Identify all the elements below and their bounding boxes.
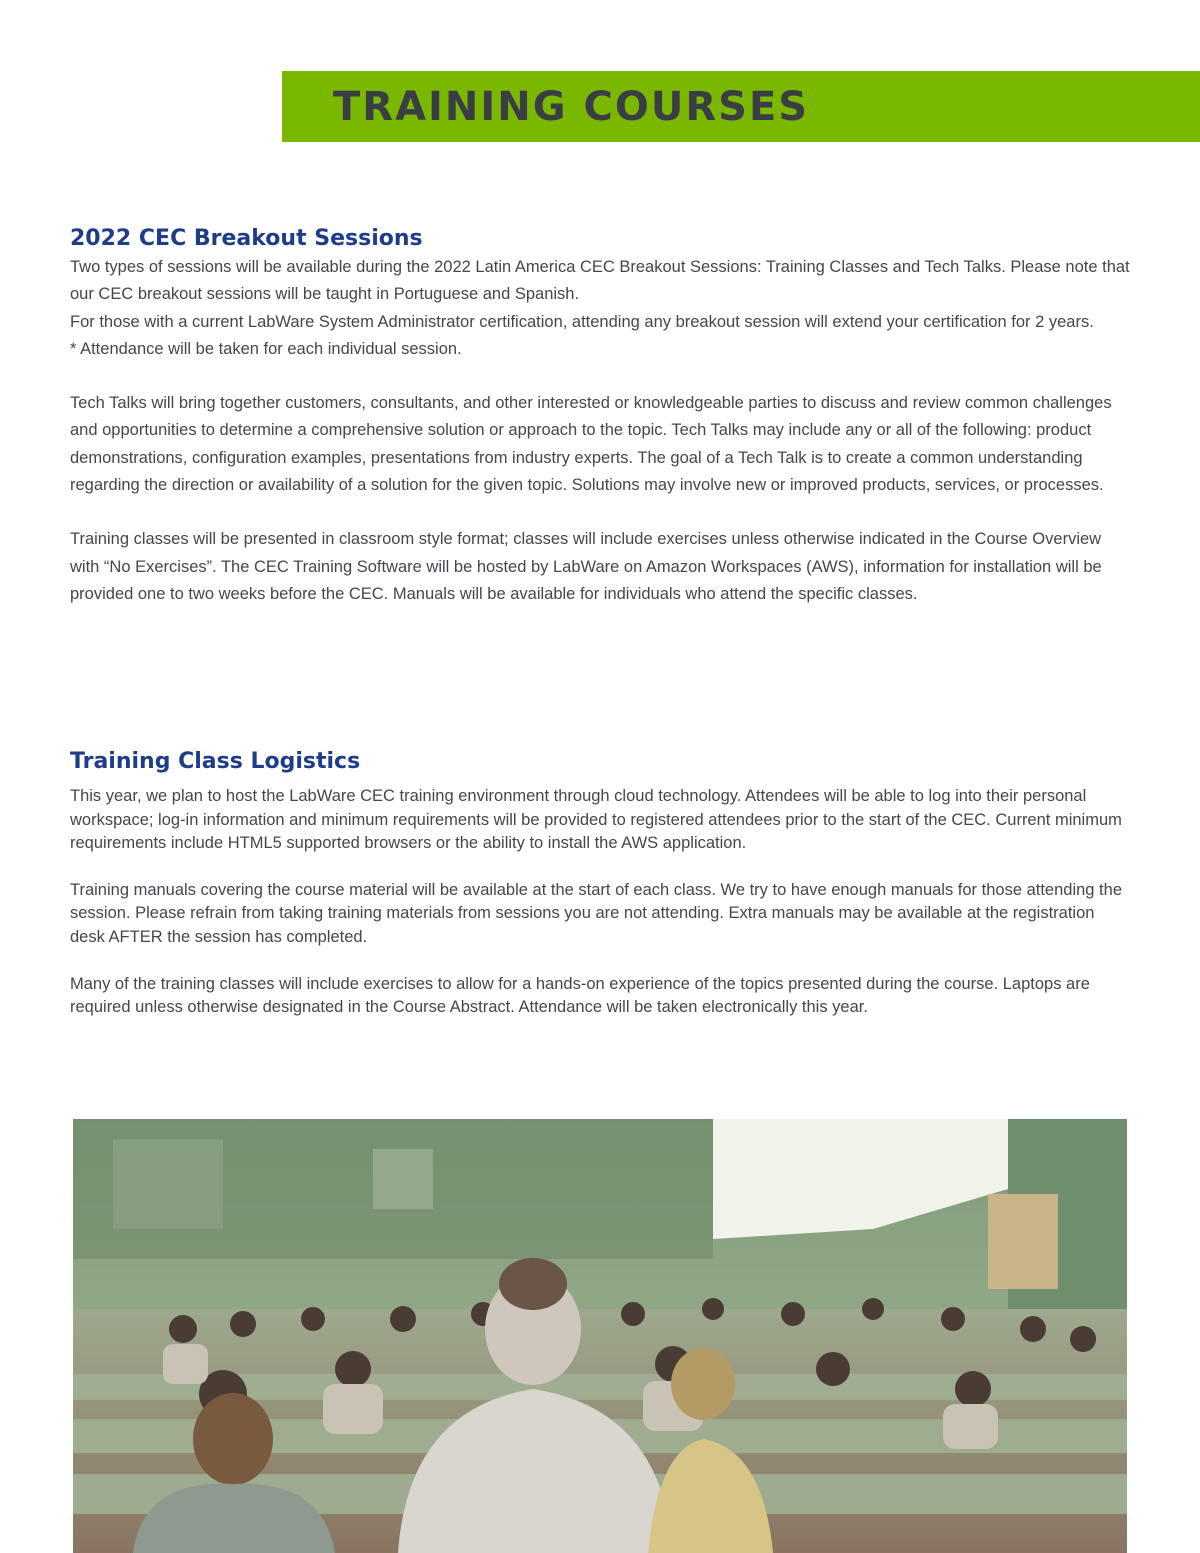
- breakout-paragraph: * Attendance will be taken for each individual session.: [70, 339, 462, 358]
- breakout-paragraph: Two types of sessions will be available during the 2022 Latin America CEC Breakout Sessions: Training Classes and Tech Talks. Please note that our CEC breakout sessions will be taught in Portuguese and Spanish.: [70, 258, 1130, 304]
- breakout-paragraph: Tech Talks will bring together customers, consultants, and other interested or knowledgeable parties to discuss and review common challenges and opportunities to determine a comprehensive solution or approach to the topic. Tech Talks may include any or all of the following: product demonstrations, configuration examples, presentations from industry experts. The goal of a Tech Talk is to create a common understanding regarding the direction or availability of a solution for the given topic. Solutions may involve new or improved products, services, or processes.: [70, 394, 1112, 495]
- logistics-paragraph: Training manuals covering the course material will be available at the start of each class. We try to have enough manuals for those attending the session. Please refrain from taking training materials from sessions you are not attending. Extra manuals may be available at the registration desk AFTER the session has completed.: [70, 880, 1122, 946]
- breakout-heading: 2022 CEC Breakout Sessions: [70, 226, 423, 251]
- conference-room-photo: [73, 1119, 1127, 1553]
- breakout-paragraph: For those with a current LabWare System Administrator certification, attending any breakout session will extend your certification for 2 years.: [70, 312, 1094, 331]
- logistics-section: [70, 749, 1130, 1020]
- breakout-section: [70, 226, 1130, 608]
- page-title: TRAINING COURSES: [333, 84, 810, 130]
- breakout-paragraph: Training classes will be presented in classroom style format; classes will include exercises unless otherwise indicated in the Course Overview with “No Exercises”. The CEC Training Software will be hosted by LabWare on Amazon Workspaces (AWS), information for installation will be provided one to two weeks before the CEC. Manuals will be available for individuals who attend the specific classes.: [70, 530, 1102, 603]
- podium: [988, 1194, 1058, 1289]
- title-banner: [282, 71, 1200, 142]
- logistics-paragraph: Many of the training classes will include exercises to allow for a hands-on experience of the topics presented during the course. Laptops are required unless otherwise designated in the Course Abstract. Attendance will be taken electronically this year.: [70, 974, 1090, 1017]
- logistics-paragraph: This year, we plan to host the LabWare CEC training environment through cloud technology. Attendees will be able to log into their personal workspace; log-in information and minimum requirements will be provided to registered attendees prior to the start of the CEC. Current minimum requirements include HTML5 supported browsers or the ability to install the AWS application.: [70, 787, 1122, 853]
- logistics-heading: Training Class Logistics: [70, 749, 361, 774]
- conference-room-illustration: [73, 1119, 1127, 1553]
